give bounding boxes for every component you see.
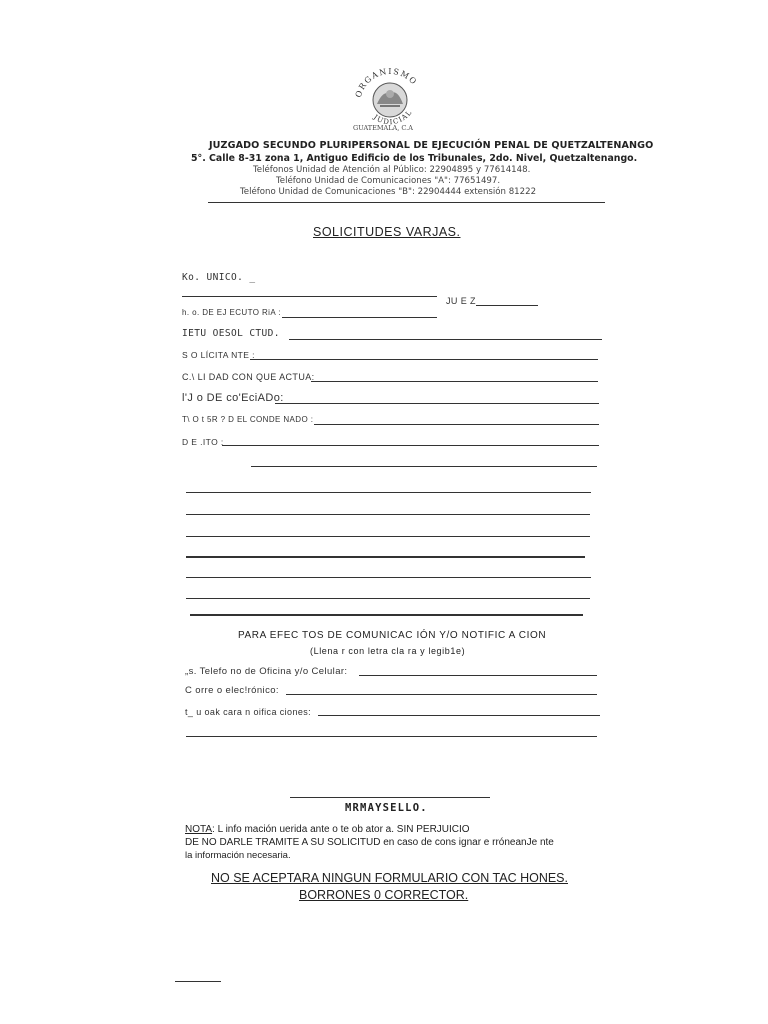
blank-line[interactable] [190,614,583,616]
juez-label: JU E Z [446,296,476,306]
warning-line-1: NO SE ACEPTARA NINGUN FORMULARIO CON TAC HONES. [211,871,568,885]
blank-line[interactable] [186,536,590,537]
communication-heading: PARA EFEC TOS DE COMUNICAC IÓN Y/O NOTIFIC A CION [238,630,547,641]
calidad-label: C.\ LI DAD CON QUE ACTUA: [182,372,315,382]
seal-bottom-text: JUDICIAL [371,108,414,127]
lugar-notificaciones-line-2[interactable] [186,736,597,737]
blank-line[interactable] [186,556,585,558]
numero-unico-line[interactable] [182,296,437,297]
correo-label: C orre o elec!rónico: [185,685,279,696]
lugar-notificaciones-line[interactable] [318,715,600,716]
warning-line-2: BORRONES 0 CORRECTOR. [299,888,469,902]
delito-label: D E .ITO : [182,437,224,447]
tipo-solicitud-line[interactable] [289,339,602,340]
footer-line [175,981,221,982]
delito-line-1[interactable] [222,445,599,446]
tipo-solicitud-label: IETU OESOL CTUD. [182,328,280,339]
blank-line[interactable] [186,577,591,578]
correo-line[interactable] [286,694,597,695]
calidad-line[interactable] [311,381,598,382]
ejecutoria-label: h. o. DE EJ ECUTO RiA : [182,308,281,317]
form-title: SOLICITUDES VARJAS. [313,225,461,239]
solicitante-line[interactable] [250,359,598,360]
note-block [185,823,605,862]
note-line-3: la información necesaria. [185,850,291,861]
telefono-line[interactable] [359,675,597,676]
lugar-notificaciones-label: t_ u oak cara n oifica ciones: [185,707,312,717]
phone-unit-a: Teléfono Unidad de Comunicaciones "A": 77651497. [276,176,501,186]
condenado-line[interactable] [275,403,599,404]
delito-line-2[interactable] [251,466,597,467]
note-line-1: : L info mación uerida ante o te ob ator a. SIN PERJUICIO [212,824,470,835]
header-divider [208,202,605,203]
communication-subheading: (Llena r con letra cla ra y legib1e) [310,646,466,656]
blank-line[interactable] [186,598,590,599]
telefono-label: „s. Telefo no de Oficina y/o Celular: [185,666,348,677]
juez-line[interactable] [476,305,538,306]
note-line-2: DE NO DARLE TRAMITE A SU SOLICITUD en caso de cons ignar e rróneanJe nte [185,837,554,848]
court-name: JUZGADO SECUNDO PLURIPERSONAL DE EJECUCIÓN PENAL DE QUETZALTENANGO [209,140,654,151]
seal-city: GUATEMALA, C.A [353,124,413,132]
phone-public: Teléfonos Unidad de Atención al Público: 22904895 y 77614148. [253,165,531,175]
blank-line[interactable] [186,492,591,493]
court-address: 5°. Calle 8-31 zona 1, Antiguo Edificio de los Tribunales, 2do. Nivel, Quetzaltenango. [191,153,638,164]
signature-label: MRMAYSELLO. [345,802,428,814]
blank-line[interactable] [186,514,590,515]
tipo-condenado-label: T\ O t 5R ? D EL CONDE NADO : [182,415,314,424]
condenado-label: l'J o DE co'EciADo: [182,392,284,404]
signature-line[interactable] [290,797,490,798]
seal-top-text: ORGANISMO [353,66,420,99]
tipo-condenado-line[interactable] [314,424,599,425]
note-label: NOTA [185,824,213,835]
phone-unit-b: Teléfono Unidad de Comunicaciones "B": 22904444 extensión 81222 [240,187,537,197]
solicitante-label: S O LÍCITA NTE : [182,350,255,360]
numero-unico-label: Ko. UNICO. _ [182,272,256,283]
ejecutoria-line[interactable] [282,317,437,318]
